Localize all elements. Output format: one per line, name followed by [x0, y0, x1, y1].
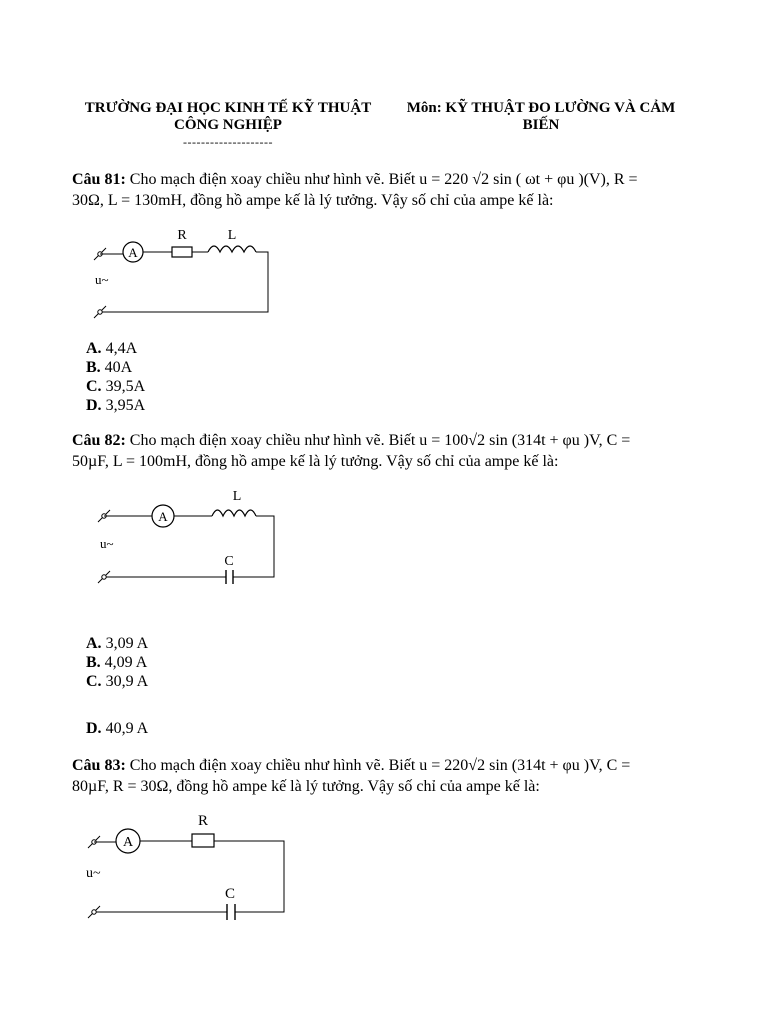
school-name-line2: CÔNG NGHIỆP	[174, 117, 282, 133]
subject-title-line2: BIẾN	[522, 117, 560, 133]
source-label-83: u~	[86, 866, 101, 881]
school-name-line1: TRƯỜNG ĐẠI HỌC KINH TẾ KỸ THUẬT	[84, 100, 372, 116]
inductor-81	[208, 246, 256, 252]
question-83	[72, 755, 672, 797]
question-81-text-line1: Cho mạch điện xoay chiều như hình vẽ. Biết u = 220 √2 sin ( ωt + φu )(V), R =	[125, 171, 638, 188]
school-name	[72, 100, 384, 151]
ammeter-label-81: A	[128, 245, 138, 260]
question-82	[72, 430, 672, 472]
ammeter-label-83: A	[122, 835, 134, 850]
option-82-b: B. 4,09 A	[86, 654, 148, 671]
subject-title	[396, 100, 686, 134]
resistor-label-83: R	[197, 813, 209, 829]
wire-82-right	[233, 516, 274, 577]
question-81	[72, 169, 672, 211]
option-81-a: A. 4,4A	[86, 340, 138, 357]
question-82-text-line2: 50µF, L = 100mH, đồng hồ ampe kế là lý tưởng. Vậy số chỉ của ampe kế là:	[72, 453, 559, 470]
inductor-82	[212, 510, 256, 516]
question-82-label: Câu 82:	[72, 432, 126, 449]
source-label-82: u~	[100, 536, 114, 551]
options-82	[86, 634, 148, 691]
option-82-a: A. 3,09 A	[86, 635, 149, 652]
terminal-node-bottom-83	[92, 910, 96, 914]
question-83-text-line1: Cho mạch điện xoay chiều như hình vẽ. Biết u = 220√2 sin (314t + φu )V, C =	[125, 757, 631, 774]
circuit-diagram-83	[80, 808, 300, 928]
terminal-node-bottom-81	[98, 310, 102, 314]
circuit-diagram-82	[90, 480, 290, 590]
question-83-label: Câu 83:	[72, 757, 126, 774]
inductor-label-82: L	[232, 489, 242, 504]
ammeter-label-82: A	[158, 509, 168, 524]
inductor-label-81: L	[227, 228, 237, 243]
subject-title-line1: Môn: KỸ THUẬT ĐO LƯỜNG VÀ CẢM	[406, 100, 676, 116]
option-81-c: C. 39,5A	[86, 378, 146, 395]
question-83-text-line2: 80µF, R = 30Ω, đồng hồ ampe kế là lý tưởng. Vậy số chỉ của ampe kế là:	[72, 778, 540, 795]
option-81-b: B. 40A	[86, 359, 133, 376]
option-82-c: C. 30,9 A	[86, 673, 149, 690]
terminal-node-bottom-82	[102, 575, 106, 579]
option-81-d: D. 3,95A	[86, 397, 146, 414]
wire-81	[100, 252, 268, 312]
capacitor-label-82: C	[224, 554, 234, 569]
resistor-81	[172, 247, 192, 257]
option-82-d: D. 40,9 A	[86, 720, 149, 737]
source-label-81: u~	[95, 272, 109, 287]
question-81-text-line2: 30Ω, L = 130mH, đồng hồ ampe kế là lý tưởng. Vậy số chỉ của ampe kế là:	[72, 192, 554, 209]
question-81-label: Câu 81:	[72, 171, 126, 188]
header-separator: --------------------	[183, 135, 273, 149]
options-81	[86, 339, 145, 415]
resistor-label-81: R	[177, 228, 187, 243]
question-82-text-line1: Cho mạch điện xoay chiều như hình vẽ. Biết u = 100√2 sin (314t + φu )V, C =	[125, 432, 631, 449]
capacitor-label-83: C	[224, 886, 236, 902]
resistor-83	[192, 834, 214, 847]
circuit-diagram-81	[80, 220, 280, 325]
